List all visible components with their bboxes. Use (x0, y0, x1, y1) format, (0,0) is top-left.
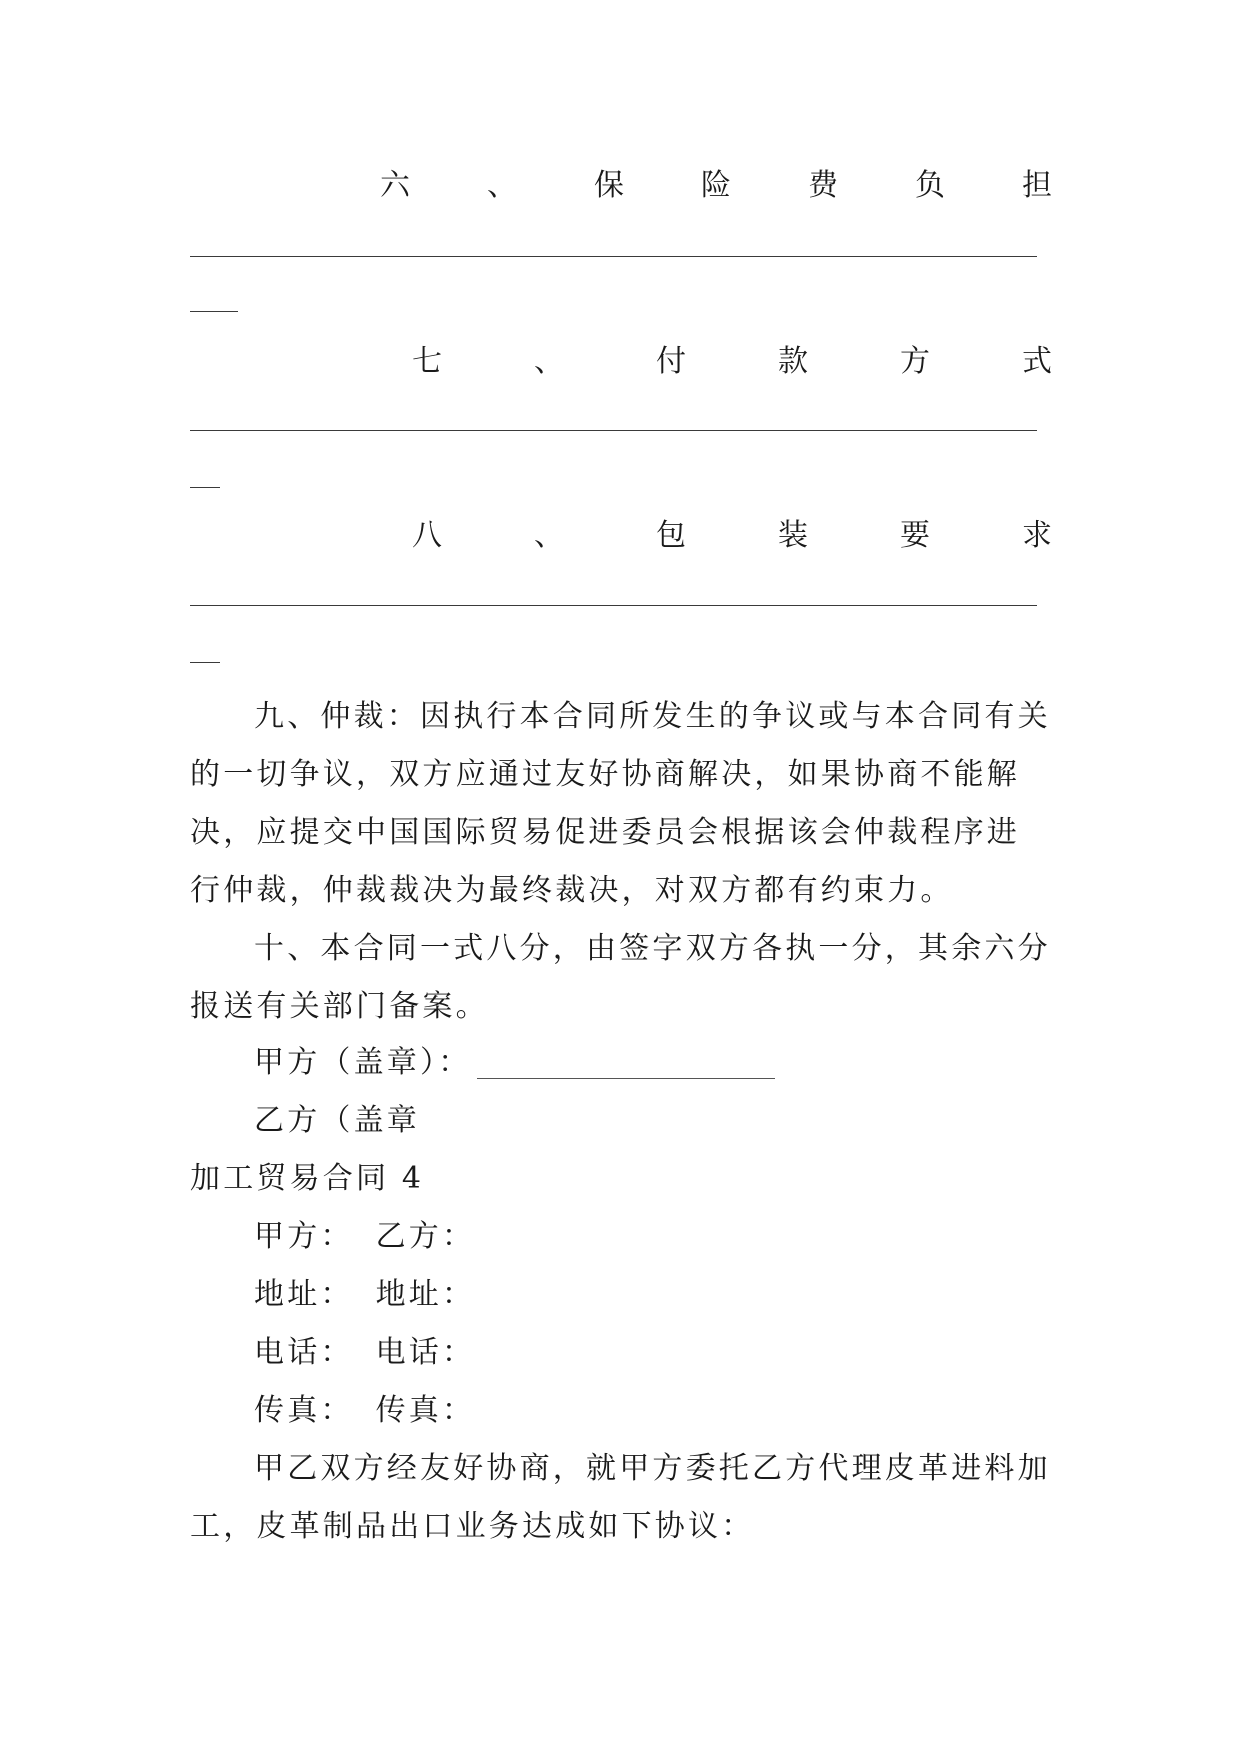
phone-a-label: 电话： (254, 1335, 354, 1370)
clause-eight-char: 要 (900, 518, 930, 553)
agreement-intro: 甲乙双方经友好协商，就甲方委托乙方代理皮革进料加工，皮革制品出口业务达成如下协议： (190, 1451, 1051, 1544)
fax-b-label: 传真： (375, 1393, 476, 1428)
clause-seven-char: 七 (412, 344, 442, 379)
party-a-seal-label: 甲方（盖章）： (254, 1045, 472, 1080)
address-a-label: 地址： (254, 1277, 354, 1312)
party-a-seal-blank (477, 1078, 775, 1079)
address-b-label: 地址： (375, 1277, 476, 1312)
fill-in-line (190, 430, 1037, 431)
fax-a-label: 传真： (254, 1393, 354, 1428)
clause-eight-char: 求 (1022, 518, 1052, 553)
party-b-seal-label: 乙方（盖章 (254, 1103, 420, 1138)
arbitration-clause: 九、仲裁：因执行本合同所发生的争议或与本合同有关的一切争议，双方应通过友好协商解决，如果协商不能解决，应提交中国国际贸易促进委员会根据该会仲裁程序进行仲裁，仲裁裁决为最终裁决，对双方都有约束力。 (190, 699, 1051, 908)
fill-in-line (190, 605, 1037, 606)
clause-six-char: 险 (701, 168, 731, 203)
clause-eight-char: 、 (534, 518, 564, 553)
clause-six-char: 负 (915, 168, 945, 203)
clause-seven-char: 方 (900, 344, 930, 379)
party-a-label: 甲方： (254, 1219, 354, 1254)
clause-six-char: 费 (808, 168, 838, 203)
clause-six-char: 保 (594, 168, 624, 203)
clause-eight-heading (412, 516, 1052, 556)
fax-row (254, 1391, 475, 1431)
fill-in-line-tail (190, 311, 238, 312)
clause-eight-char: 八 (412, 518, 442, 553)
party-a-seal-row (254, 1043, 775, 1083)
clause-six-char: 担 (1022, 168, 1052, 203)
clause-six-char: 、 (487, 168, 517, 203)
clause-seven-char: 式 (1022, 344, 1052, 379)
fill-in-line (190, 256, 1037, 257)
clause-eight-char: 包 (656, 518, 686, 553)
address-row (254, 1275, 475, 1315)
phone-b-label: 电话： (375, 1335, 476, 1370)
clause-seven-heading (412, 342, 1052, 382)
clause-seven-char: 款 (778, 344, 808, 379)
party-b-label: 乙方： (375, 1219, 476, 1254)
document-title: 加工贸易合同 4 (190, 1161, 425, 1196)
clause-six-heading (380, 166, 1052, 206)
fill-in-line-tail (190, 662, 220, 663)
copies-clause: 十、本合同一式八分，由签字双方各执一分，其余六分报送有关部门备案。 (190, 931, 1051, 1024)
clause-seven-char: 付 (656, 344, 686, 379)
phone-row (254, 1333, 475, 1373)
clause-six-char: 六 (380, 168, 410, 203)
clause-seven-char: 、 (534, 344, 564, 379)
fill-in-line-tail (190, 487, 220, 488)
clause-eight-char: 装 (778, 518, 808, 553)
parties-row (254, 1217, 475, 1257)
